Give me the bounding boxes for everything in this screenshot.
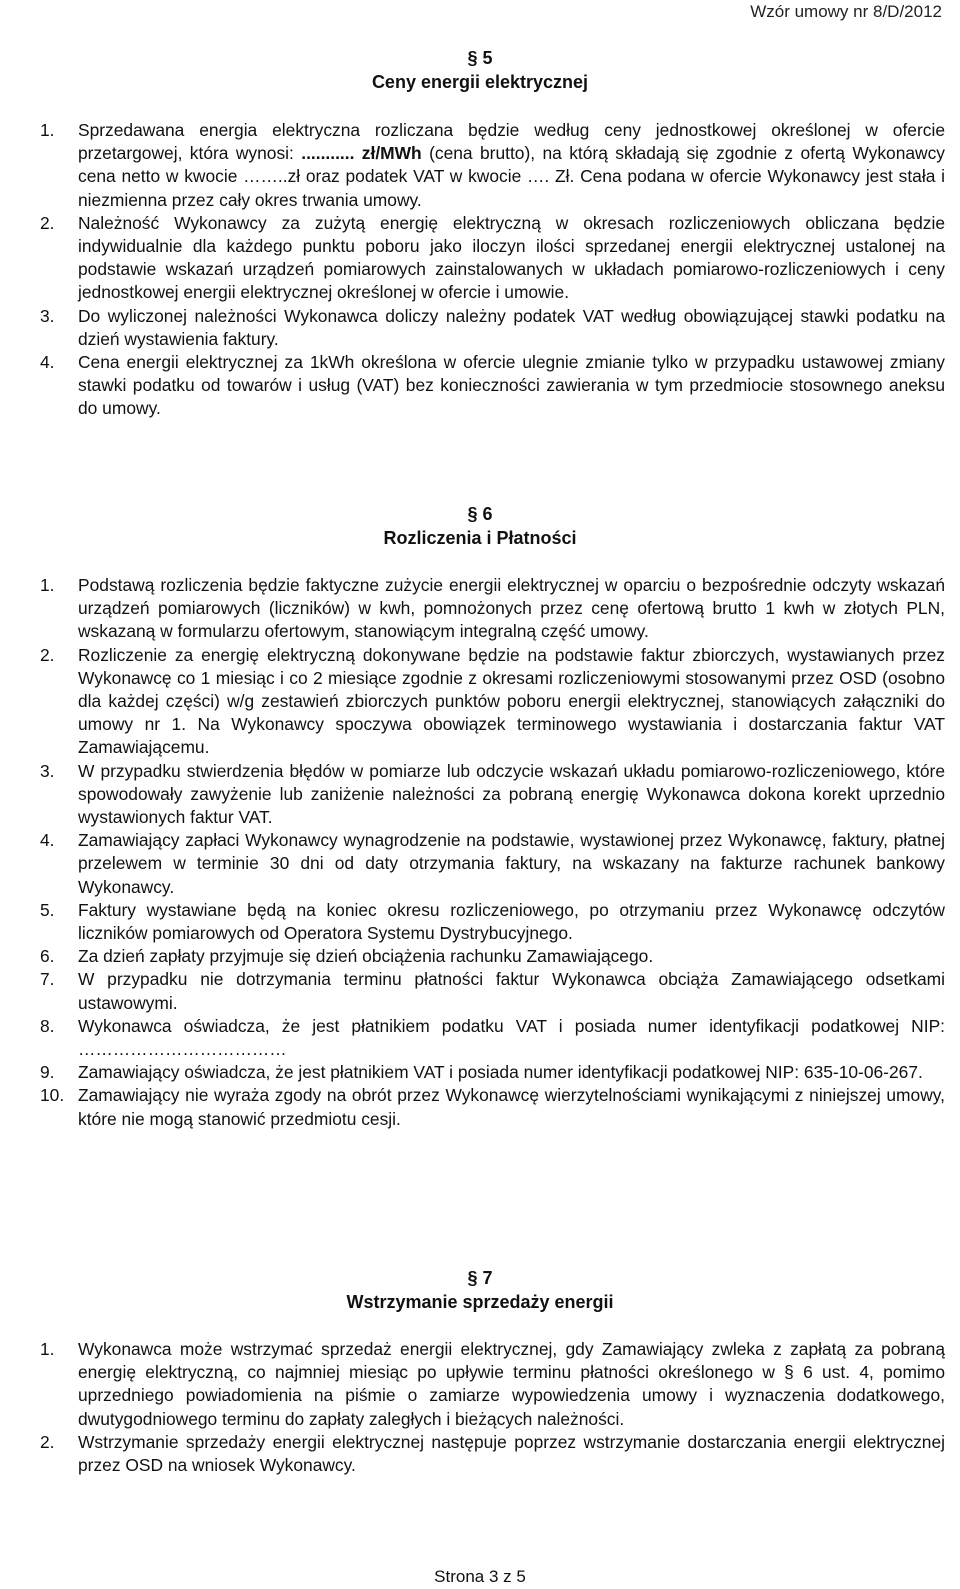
item-text: Wykonawca może wstrzymać sprzedaż energii elektrycznej, gdy Zamawiający zwleka z zapłatą za pobraną energię elektryczną, co najmniej miesiąc po upływie terminu płatności określonego w § 6 ust. 4, pomimo uprzedniego powiadomienia na piśmie o zamiarze wypowiedzenia umowy i wyznaczenia dodatkowego, dwutygodniowego terminu do zapłaty zaległych i bieżących należności. — [78, 1339, 945, 1429]
section-5-heading — [0, 46, 960, 94]
item-text: W przypadku nie dotrzymania terminu płatności faktur Wykonawca obciąża Zamawiającego odsetkami ustawowymi. — [78, 969, 945, 1013]
section-7-heading — [0, 1266, 960, 1314]
item-number: 4. — [40, 830, 55, 851]
item-number: 1. — [40, 120, 55, 140]
list-item — [40, 1431, 945, 1477]
item-number: 8. — [40, 1015, 55, 1036]
document-reference: Wzór umowy nr 8/D/2012 — [750, 2, 942, 21]
item-text: Rozliczenie za energię elektryczną dokonywane będzie na podstawie faktur zbiorczych, wystawianych przez Wykonawcę co 1 miesiąc i co 2 miesiące zgodnie z okresami rozliczeniowymi stosowanymi przez OSD (osobno dla każdej części) w/g zestawień zbiorczych punktów poboru energii elektrycznej, stanowiących załączniki do umowy nr 1. Na Wykonawcy spoczywa obowiązek terminowego wystawiania i dostarczania faktur VAT Zamawiającemu. — [78, 644, 945, 758]
item-text: Sprzedawana energia elektryczna rozliczana będzie według ceny jednostkowej określonej w ofercie przetargowej, która wynosi: ........... zł/MWh (cena brutto), na którą składają się zgodnie z ofertą Wykonawcy cena netto w kwocie ……..zł oraz podatek VAT w kwocie …. Zł. Cena podana w ofercie Wykonawcy jest stała i niezmienna przez cały okres trwania umowy. — [78, 120, 946, 210]
list-item — [40, 644, 945, 760]
item-text: Zamawiający zapłaci Wykonawcy wynagrodzenie na podstawie, wystawionej przez Wykonawcę, faktury, płatnej przelewem w terminie 30 dni od daty otrzymania faktury, na wskazany na fakturze rachunek bankowy Wykonawcy. — [78, 830, 945, 897]
item-text: Do wyliczonej należności Wykonawca doliczy należny podatek VAT według obowiązującej stawki podatku na dzień wystawienia faktury. — [78, 305, 945, 349]
list-item — [40, 1061, 945, 1084]
section-number: § 5 — [467, 48, 493, 68]
item-number: 5. — [40, 899, 55, 920]
list-item — [40, 945, 945, 968]
item-number: 1. — [40, 575, 55, 595]
section-number: § 6 — [467, 504, 493, 524]
section-5-list — [40, 119, 945, 421]
list-item — [40, 760, 945, 830]
list-item — [40, 305, 945, 351]
item-number: 6. — [40, 946, 55, 967]
list-item — [40, 899, 945, 945]
item-number: 1. — [40, 1339, 55, 1359]
section-title: Rozliczenia i Płatności — [383, 528, 577, 548]
item-text: Za dzień zapłaty przyjmuje się dzień obciążenia rachunku Zamawiającego. — [78, 946, 654, 967]
item-number: 4. — [40, 352, 55, 373]
item-number: 9. — [40, 1062, 55, 1083]
section-7-list — [40, 1338, 945, 1477]
item-text: Faktury wystawiane będą na koniec okresu rozliczeniowego, po otrzymaniu przez Wykonawcę odczytów liczników pomiarowych od Operatora Systemu Dystrybucyjnego. — [78, 899, 945, 944]
page-number: Strona 3 z 5 — [434, 1567, 526, 1586]
item-number: 2. — [40, 644, 55, 665]
item-number: 10. — [40, 1085, 65, 1106]
list-item — [40, 351, 945, 421]
item-text: Zamawiający nie wyraża zgody na obrót przez Wykonawcę wierzytelnościami wynikającymi z niniejszej umowy, które nie mogą stanowić przedmiotu cesji. — [78, 1085, 945, 1129]
item-text: Należność Wykonawcy za zużytą energię elektryczną w okresach rozliczeniowych obliczana będzie indywidualnie dla każdego punktu poboru jako iloczyn ilości sprzedanej energii elektrycznej ustalonej na podstawie wskazań urządzeń pomiarowych zainstalowanych w układach pomiarowo-rozliczeniowych i ceny jednostkowej energii elektrycznej określonej w ofercie i umowie. — [78, 212, 945, 303]
item-number: 7. — [40, 969, 55, 990]
item-text: Zamawiający oświadcza, że jest płatnikiem VAT i posiada numer identyfikacji podatkowej NIP: 635-10-06-267. — [78, 1062, 923, 1083]
item-text: W przypadku stwierdzenia błędów w pomiarze lub odczycie wskazań układu pomiarowo-rozliczeniowego, które spowodowały zawyżenie lub zaniżenie należności za pobraną energię Wykonawca dokona korekt uprzednio wystawionych faktur VAT. — [78, 760, 945, 828]
item-text: Wykonawca oświadcza, że jest płatnikiem podatku VAT i posiada numer identyfikacji podatkowej NIP: ……………………………… — [78, 1015, 945, 1060]
list-item — [40, 1338, 945, 1431]
item-text: Cena energii elektrycznej za 1kWh określona w ofercie ulegnie zmianie tylko w przypadku ustawowej zmiany stawki podatku od towarów i usług (VAT) bez konieczności zawierania w tym przedmiocie stosownego aneksu do umowy. — [78, 352, 945, 419]
item-number: 2. — [40, 1431, 55, 1452]
section-6-list — [40, 574, 945, 1131]
list-item — [40, 574, 945, 644]
section-number: § 7 — [467, 1268, 493, 1288]
list-item — [40, 212, 945, 305]
item-number: 2. — [40, 212, 55, 233]
section-title: Wstrzymanie sprzedaży energii — [346, 1292, 614, 1312]
price-placeholder: ........... zł/MWh — [301, 143, 422, 164]
list-item — [40, 119, 945, 212]
item-number: 3. — [40, 305, 55, 326]
section-6-heading — [0, 502, 960, 550]
item-number: 3. — [40, 760, 55, 781]
item-text: Podstawą rozliczenia będzie faktyczne zużycie energii elektrycznej w oparciu o bezpośrednie odczyty wskazań urządzeń pomiarowych (liczników) w kwh, pomnożonych przez cenę ofertową brutto 1 kwh w złotych PLN, wskazaną w formularzu ofertowym, stanowiącym integralną część umowy. — [78, 575, 945, 642]
section-title: Ceny energii elektrycznej — [371, 72, 589, 92]
item-text: Wstrzymanie sprzedaży energii elektrycznej następuje poprzez wstrzymanie dostarczania energii elektrycznej przez OSD na wniosek Wykonawcy. — [78, 1431, 945, 1476]
list-item — [40, 829, 945, 899]
list-item — [40, 1015, 945, 1061]
list-item — [40, 968, 945, 1014]
list-item — [40, 1084, 945, 1130]
